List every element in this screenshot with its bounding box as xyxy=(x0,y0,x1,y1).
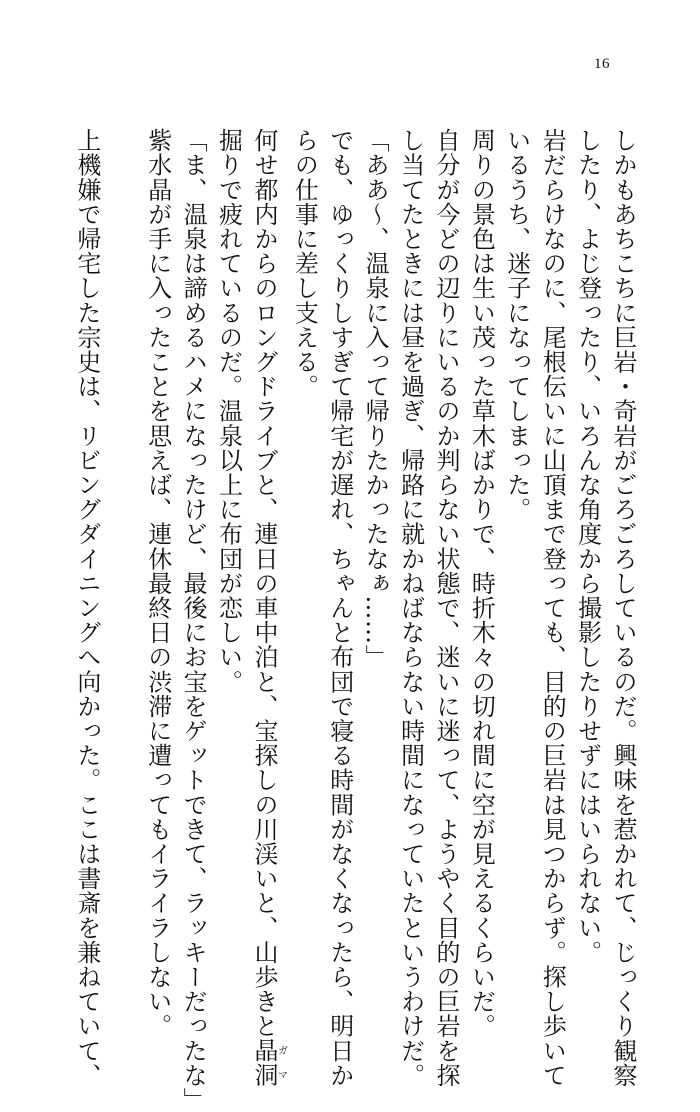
text-line xyxy=(249,128,287,1088)
text-line: 「ま、温泉は諦めるハメになったけど、最後にお宝をゲットできて、ラッキーだったな」 xyxy=(179,128,208,1112)
text-line: しかもあちこちに巨岩・奇岩がごろごろしているのだ。興味を惹かれて、じっくり観察 xyxy=(609,128,637,1088)
text-line: らの仕事に差し支える。 xyxy=(290,128,319,399)
blank-line xyxy=(104,128,139,948)
text-line: 「ああ～、温泉に入って帰りたかったなぁ……」 xyxy=(361,128,390,670)
text-line: 上機嫌で帰宅した宗史は、リビングダイニングへ向かった。ここは書斎を兼ねていて、 xyxy=(72,128,101,1088)
text-line: 紫水晶が手に入ったことを思えば、連休最終日の渋滞に遭ってもイライラしない。 xyxy=(143,128,172,1039)
ruby-reading: ガマ xyxy=(275,1038,287,1088)
paragraph xyxy=(286,128,357,1088)
text-line-before-ruby: 何せ都内からのロングドライブと、連日の車中泊と、宝探しの川渓いと、山歩きと xyxy=(249,128,278,1039)
text-line: したり、よじ登ったり、いろんな角度から撮影したりせずにはいられない。 xyxy=(573,128,602,965)
text-line: 掘りで疲れているのだ。温泉以上に布団が恋しい。 xyxy=(214,128,243,694)
text-line: 周りの景色は生い茂った草木ばかりで、時折木々の切れ間に空が見えるくらいだ。 xyxy=(467,128,496,1039)
paragraph xyxy=(210,128,245,948)
text-line: 自分が今どの辺りにいるのか判らない状態で、迷いに迷って、ようやく目的の巨岩を探 xyxy=(431,128,460,1088)
text-line: 岩だらけなのに、尾根伝いに山頂まで登っても、目的の巨岩は見つからず。探し歩いて xyxy=(538,128,567,1088)
paragraph xyxy=(139,128,210,1112)
paragraph xyxy=(392,128,498,1088)
dialogue-line xyxy=(357,128,392,948)
text-line: し当てたときには昼を過ぎ、帰路に就かねばならない時間になっていたというわけだ。 xyxy=(396,128,425,1088)
page-number: 16 xyxy=(594,56,610,72)
ruby-word xyxy=(249,1038,287,1088)
paragraph xyxy=(69,128,104,1088)
text-line: いるうち、迷子になってしまった。 xyxy=(502,128,531,522)
paragraph xyxy=(498,128,640,1088)
novel-text-body xyxy=(69,128,640,1112)
text-line: でも、ゆっくりしすぎて帰宅が遅れ、ちゃんと布団で寝る時間がなくなったら、明日か xyxy=(325,128,354,1088)
ruby-base: 晶洞 xyxy=(249,1038,278,1088)
paragraph xyxy=(246,128,287,1088)
